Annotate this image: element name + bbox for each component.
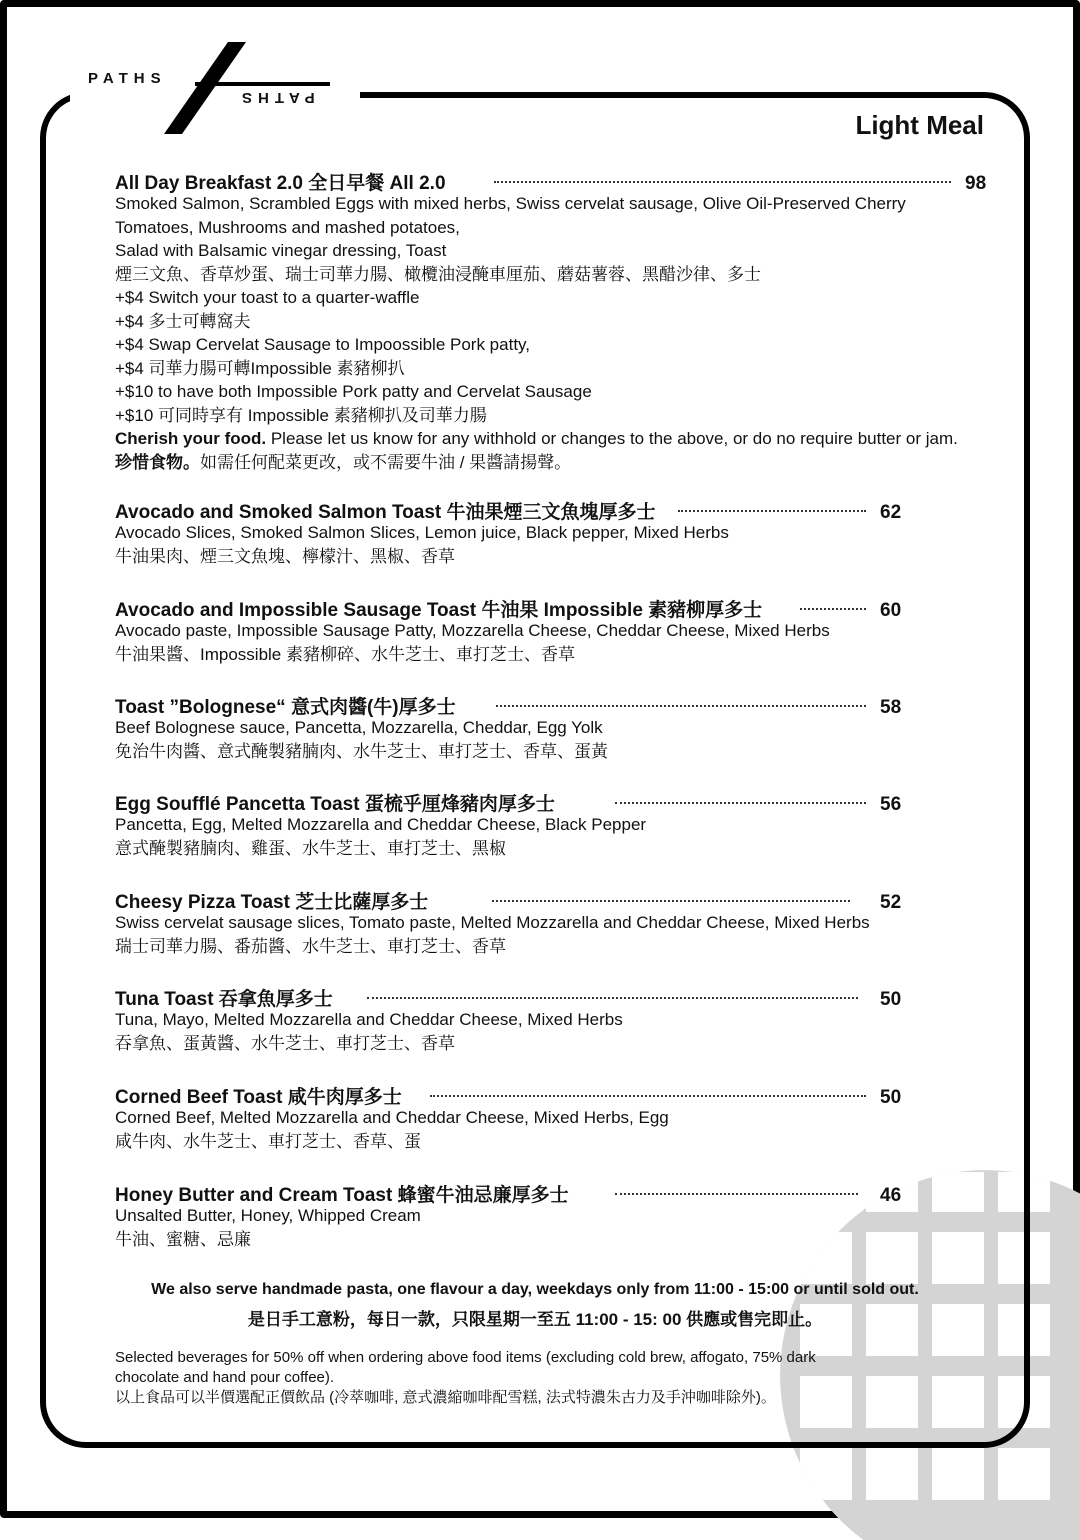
menu-item-bolognese-toast (115, 692, 910, 763)
item-header (115, 887, 910, 911)
item-header (115, 595, 910, 619)
dot-leader (496, 705, 866, 707)
desc-line: 牛油果肉、煙三文魚塊、檸檬汁、黑椒、香草 (115, 546, 455, 566)
note-en (115, 427, 995, 451)
desc-line: Avocado Slices, Smoked Salmon Slices, Lemon juice, Black pepper, Mixed Herbs (115, 523, 729, 542)
section-title: Light Meal (855, 110, 984, 140)
item-description (115, 1106, 910, 1153)
item-description (115, 521, 910, 568)
beverage-note-en-1: Selected beverages for 50% off when ordering above food items (excluding cold brew, affogato, 75% dark (115, 1349, 816, 1366)
menu-item-avocado-salmon-toast (115, 497, 910, 568)
item-description (115, 1008, 910, 1055)
note-zh (115, 451, 995, 475)
item-description (115, 716, 910, 763)
desc-line: Unsalted Butter, Honey, Whipped Cream (115, 1206, 421, 1225)
desc-line: 吞拿魚、蛋黃醬、水牛芝士、車打芝士、香草 (115, 1033, 455, 1053)
menu-item-cheesy-pizza-toast (115, 887, 910, 958)
dot-leader (678, 510, 866, 512)
item-price: 62 (880, 502, 902, 523)
logo-wordmark-mirrored: PATHS (236, 89, 315, 106)
item-price: 58 (880, 697, 902, 718)
item-name: Egg Soufflé Pancetta Toast 蛋梳乎厘烽豬肉厚多士 (115, 794, 555, 815)
desc-line: Avocado paste, Impossible Sausage Patty, Mozzarella Cheese, Cheddar Cheese, Mixed Herbs (115, 621, 830, 640)
logo-wordmark: PATHS (88, 70, 167, 87)
desc-line: +$10 to have both Impossible Pork patty and Cervelat Sausage (115, 382, 592, 401)
item-price: 98 (965, 173, 987, 194)
item-name: Cheesy Pizza Toast 芝士比薩厚多士 (115, 892, 429, 913)
dot-leader (430, 1095, 866, 1097)
item-name: All Day Breakfast 2.0 全日早餐 All 2.0 (115, 173, 446, 194)
item-description (115, 192, 995, 474)
logo-slash-icon (160, 38, 260, 138)
desc-line: +$4 Swap Cervelat Sausage to Impoossible Pork patty, (115, 335, 530, 354)
desc-line: 瑞士司華力腸、番茄醬、水牛芝士、車打芝士、香草 (115, 936, 506, 956)
desc-line: 煙三文魚、香草炒蛋、瑞士司華力腸、橄欖油浸醃車厘茄、蘑菇薯蓉、黑醋沙律、多士 (115, 264, 761, 284)
item-description (115, 619, 910, 666)
dot-leader (492, 900, 850, 902)
desc-line: 牛油、蜜糖、忌廉 (115, 1229, 251, 1249)
item-name: Avocado and Impossible Sausage Toast 牛油果 Impossible 素豬柳厚多士 (115, 600, 763, 621)
desc-line: 意式醃製豬腩肉、雞蛋、水牛芝士、車打芝士、黑椒 (115, 838, 506, 858)
menu-item-honey-butter-toast (115, 1180, 910, 1251)
item-header (115, 497, 910, 521)
item-price: 52 (880, 892, 902, 913)
menu-item-avocado-impossible-toast (115, 595, 910, 666)
beverage-note (115, 1348, 905, 1408)
item-name: Honey Butter and Cream Toast 蜂蜜牛油忌廉厚多士 (115, 1185, 569, 1206)
menu-item-all-day-breakfast (115, 168, 995, 474)
item-header (115, 692, 910, 716)
item-description (115, 911, 910, 958)
desc-line: Swiss cervelat sausage slices, Tomato paste, Melted Mozzarella and Cheddar Cheese, Mixed Herbs (115, 913, 870, 932)
dot-leader (367, 997, 858, 999)
item-name: Toast ”Bolognese“ 意式肉醬(牛)厚多士 (115, 697, 456, 718)
note-zh-bold: 珍惜食物。 (115, 452, 200, 472)
item-description (115, 1204, 910, 1251)
note-zh-text: 如需任何配菜更改，或不需要牛油 / 果醬請揚聲。 (200, 452, 572, 472)
item-price: 50 (880, 1087, 902, 1108)
item-header (115, 789, 910, 813)
menu-item-corned-beef-toast (115, 1082, 910, 1153)
desc-line: +$10 可同時享有 Impossible 素豬柳扒及司華力腸 (115, 405, 487, 425)
desc-line: 咸牛肉、水牛芝士、車打芝士、香草、蛋 (115, 1131, 421, 1151)
menu-item-tuna-toast (115, 984, 910, 1055)
pasta-note-zh: 是日手工意粉，每日一款，只限星期一至五 11:00 - 15: 00 供應或售完即止。 (247, 1310, 823, 1329)
item-name: Corned Beef Toast 咸牛肉厚多士 (115, 1087, 402, 1108)
desc-line: Pancetta, Egg, Melted Mozzarella and Cheddar Cheese, Black Pepper (115, 815, 647, 834)
item-price: 60 (880, 600, 902, 621)
dot-leader (800, 608, 866, 610)
pasta-note-en: We also serve handmade pasta, one flavour a day, weekdays only from 11:00 - 15:00 or until sold out. (151, 1281, 919, 1298)
desc-line: +$4 多士可轉窩夫 (115, 311, 251, 331)
desc-line: Tuna, Mayo, Melted Mozzarella and Cheddar Cheese, Mixed Herbs (115, 1010, 623, 1029)
beverage-note-en-2: chocolate and hand pour coffee). (115, 1369, 335, 1386)
desc-line: Smoked Salmon, Scrambled Eggs with mixed herbs, Swiss cervelat sausage, Olive Oil-Preserved Cherry (115, 194, 906, 213)
menu-item-egg-souffle-toast (115, 789, 910, 860)
item-header (115, 984, 910, 1008)
item-header (115, 1082, 910, 1106)
desc-line: 免治牛肉醬、意式醃製豬腩肉、水牛芝士、車打芝士、香草、蛋黃 (115, 741, 608, 761)
item-name: Avocado and Smoked Salmon Toast 牛油果煙三文魚塊厚多士 (115, 502, 656, 523)
desc-line: Corned Beef, Melted Mozzarella and Cheddar Cheese, Mixed Herbs, Egg (115, 1108, 669, 1127)
desc-line: Salad with Balsamic vinegar dressing, Toast (115, 241, 447, 260)
beverage-note-zh: 以上食品可以半價選配正價飲品 (冷萃咖啡, 意式濃縮咖啡配雪糕, 法式特濃朱古力及手沖咖啡除外)。 (115, 1389, 776, 1406)
item-name: Tuna Toast 吞拿魚厚多士 (115, 989, 333, 1010)
dot-leader (494, 181, 951, 183)
desc-line: +$4 Switch your toast to a quarter-waffle (115, 288, 420, 307)
note-en-text: Please let us know for any withhold or changes to the above, or do no require butter or jam. (266, 429, 958, 448)
item-description (115, 813, 910, 860)
note-en-bold: Cherish your food. (115, 429, 267, 448)
item-price: 50 (880, 989, 902, 1010)
dot-leader (615, 1193, 858, 1195)
desc-line: +$4 司華力腸可轉Impossible 素豬柳扒 (115, 358, 405, 378)
desc-line: 牛油果醬、Impossible 素豬柳碎、水牛芝士、車打芝士、香草 (115, 644, 575, 664)
item-header (115, 1180, 910, 1204)
item-price: 46 (880, 1185, 902, 1206)
item-price: 56 (880, 794, 902, 815)
dot-leader (615, 802, 866, 804)
item-header (115, 168, 995, 192)
desc-line: Beef Bolognese sauce, Pancetta, Mozzarella, Cheddar, Egg Yolk (115, 718, 603, 737)
desc-line: Tomatoes, Mushrooms and mashed potatoes, (115, 217, 460, 237)
